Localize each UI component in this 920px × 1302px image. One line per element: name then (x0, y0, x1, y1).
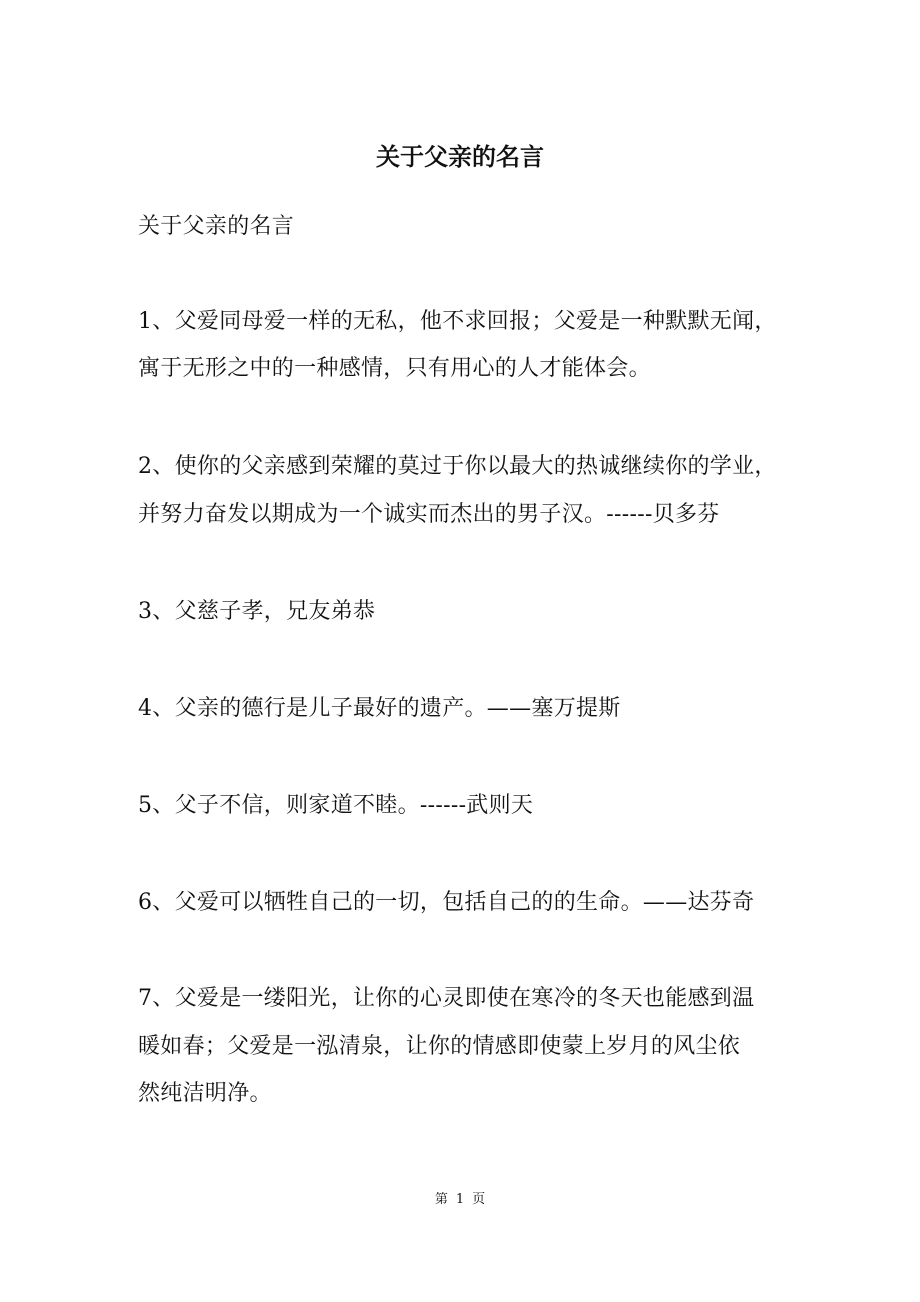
footer-suffix: 页 (472, 1192, 486, 1207)
document-subtitle: 关于父亲的名言 (138, 214, 295, 239)
quote-line: 7、父爱是一缕阳光，让你的心灵即使在寒冷的冬天也能感到温 (138, 986, 755, 1011)
page-number: 1 (455, 1192, 465, 1207)
quote-line: 寓于无形之中的一种感情，只有用心的人才能体会。 (138, 356, 651, 381)
quote-line: 5、父子不信，则家道不睦。------武则天 (138, 793, 534, 818)
quote-line: 然纯洁明净。 (138, 1081, 272, 1106)
quote-line: 6、父爱可以牺牲自己的一切，包括自己的的生命。——达芬奇 (138, 890, 755, 915)
quote-line: 2、使你的父亲感到荣耀的莫过于你以最大的热诚继续你的学业， (138, 454, 777, 479)
quote-line: 1、父爱同母爱一样的无私，他不求回报；父爱是一种默默无闻， (138, 309, 777, 334)
quote-line: 4、父亲的德行是儿子最好的遗产。——塞万提斯 (138, 696, 621, 721)
quote-line: 并努力奋发以期成为一个诚实而杰出的男子汉。------贝多芬 (138, 502, 720, 527)
page-number-footer (0, 1191, 920, 1209)
document-title: 关于父亲的名言 (376, 142, 544, 171)
quote-line: 3、父慈子孝，兄友弟恭 (138, 599, 376, 624)
quote-line: 暖如春；父爱是一泓清泉，让你的情感即使蒙上岁月的风尘依 (138, 1034, 741, 1059)
footer-prefix: 第 (434, 1192, 448, 1207)
